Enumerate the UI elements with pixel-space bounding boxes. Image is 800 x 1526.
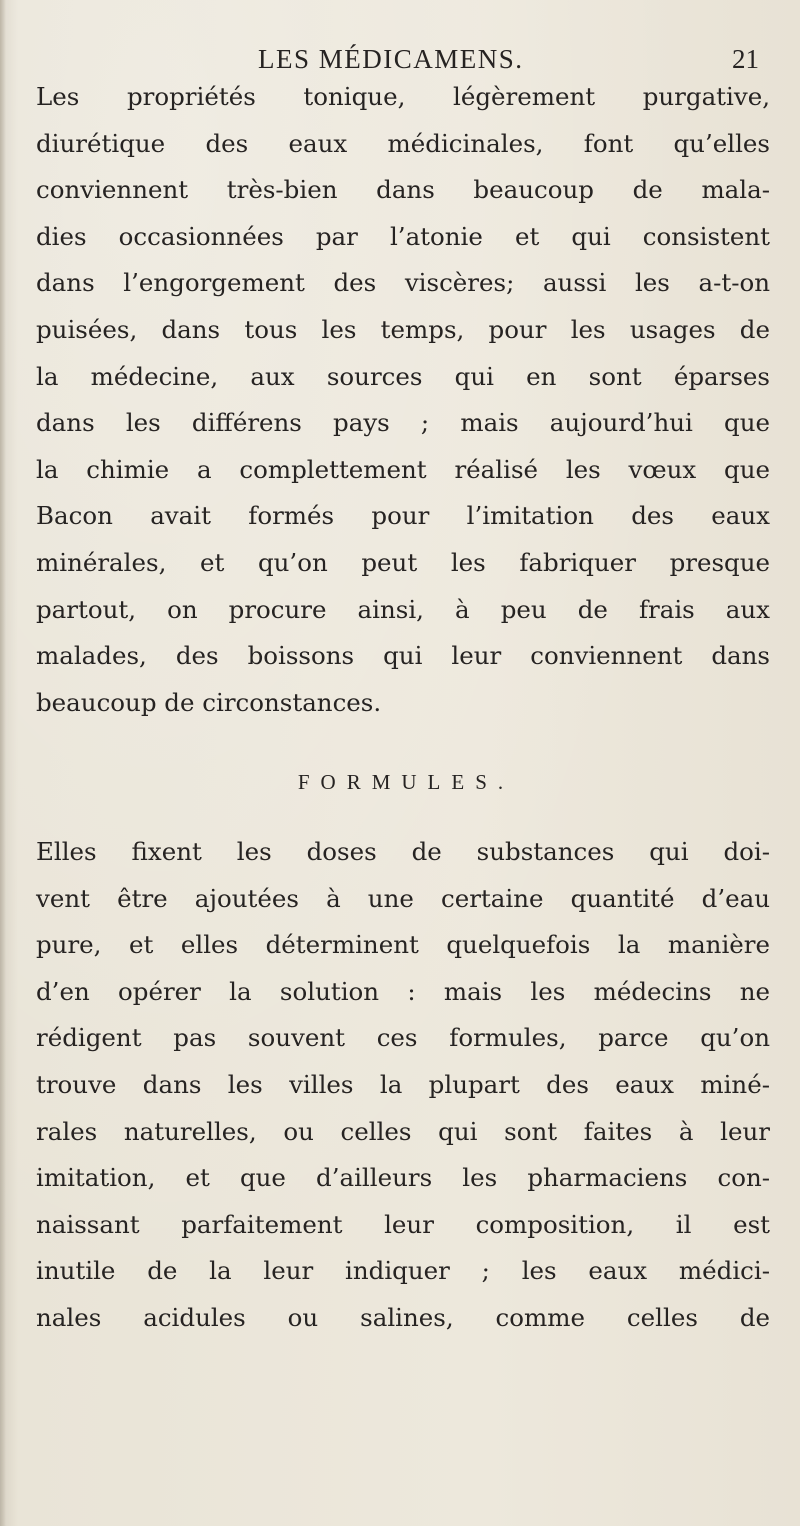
text-line: Les propriétés tonique, légèrement purgative, — [36, 82, 770, 111]
text-line: dans l’engorgement des viscères; aussi les a-t-on — [36, 268, 770, 298]
text-line: nales acidules ou salines, comme celles de — [36, 1302, 770, 1332]
text-line: rédigent pas souvent ces formules, parce qu’on — [36, 1023, 770, 1053]
text-line: la médecine, aux sources qui en sont éparses — [36, 361, 770, 391]
text-line: Bacon avait formés pour l’imitation des eaux — [36, 501, 770, 531]
text-line: dies occasionnées par l’atonie et qui consistent — [36, 221, 770, 251]
text-line: dans les différens pays ; mais aujourd’hui que — [36, 408, 770, 438]
paragraph-1 — [36, 74, 770, 726]
text-line: beaucoup de circonstances. — [36, 687, 382, 717]
text-line: Elles fixent les doses de substances qui doi- — [36, 837, 770, 866]
text-line: pure, et elles déterminent quelquefois la manière — [36, 930, 770, 960]
page-binding-shadow — [0, 0, 6, 1526]
section-heading: FORMULES. — [297, 770, 515, 794]
text-line: conviennent très-bien dans beaucoup de mala- — [36, 175, 770, 205]
text-line: partout, on procure ainsi, à peu de frais aux — [36, 594, 770, 624]
text-line: trouve dans les villes la plupart des eaux miné- — [36, 1069, 770, 1099]
text-line: naissant parfaitement leur composition, il est — [36, 1209, 770, 1239]
text-line: la chimie a complettement réalisé les vœux que — [36, 454, 770, 484]
text-line: malades, des boissons qui leur conviennent dans — [36, 641, 770, 671]
running-title: LES MÉDICAMENS. — [258, 44, 524, 74]
paragraph-2 — [36, 829, 770, 1342]
text-line: vent être ajoutées à une certaine quantité d’eau — [36, 883, 770, 913]
text-line: d’en opérer la solution : mais les médecins ne — [36, 976, 770, 1006]
text-line: inutile de la leur indiquer ; les eaux médici- — [36, 1256, 770, 1286]
page-number: 21 — [732, 44, 759, 74]
text-line: minérales, et qu’on peut les fabriquer presque — [36, 547, 770, 577]
text-line: puisées, dans tous les temps, pour les usages de — [36, 314, 770, 344]
text-line: rales naturelles, ou celles qui sont faites à leur — [36, 1116, 770, 1146]
text-line: diurétique des eaux médicinales, font qu’elles — [36, 128, 770, 158]
text-line: imitation, et que d’ailleurs les pharmaciens con- — [36, 1163, 770, 1193]
